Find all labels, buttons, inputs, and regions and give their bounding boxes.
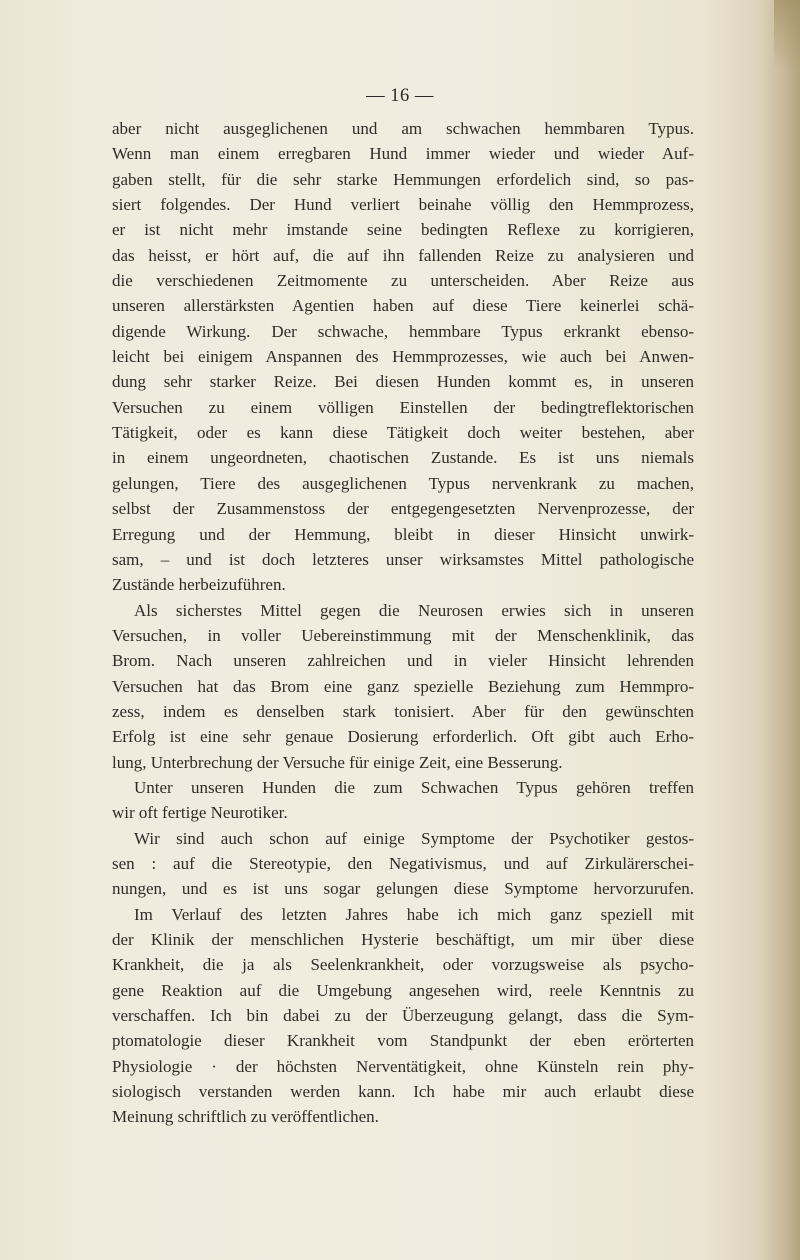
text-line: das heisst, er hört auf, die auf ihn fallenden Reize zu analysieren und [112,245,694,265]
text-line: sen : auf die Stereotypie, den Negativismus, und auf Zirkulärerschei- [112,853,694,873]
text-line: Tätigkeit, oder es kann diese Tätigkeit doch weiter bestehen, aber [112,423,694,443]
text-line: unseren allerstärksten Agentien haben auf diese Tiere keinerlei schä- [112,296,694,316]
text-line: Im Verlauf des letzten Jahres habe ich mich ganz speziell mit [134,904,694,924]
page-number [0,86,800,107]
text-line: siert folgendes. Der Hund verliert beinahe völlig den Hemmprozess, [112,195,694,215]
page-corner-stain [774,0,800,70]
text-line: Erfolg ist eine sehr genaue Dosierung erforderlich. Oft gibt auch Erho- [112,727,694,747]
text-line: Wir sind auch schon auf einige Symptome der Psychotiker gestos- [134,828,694,848]
text-line: Versuchen zu einem völligen Einstellen der bedingtreflektorischen [112,397,694,417]
text-line: die verschiedenen Zeitmomente zu unterscheiden. Aber Reize aus [112,271,694,291]
text-line: selbst der Zusammenstoss der entgegengesetzten Nervenprozesse, der [112,499,694,519]
text-line: Versuchen, in voller Uebereinstimmung mit der Menschenklinik, das [112,625,694,645]
text-line: Wenn man einem erregbaren Hund immer wieder und wieder Auf- [112,144,694,164]
text-line: siologisch verstanden werden kann. Ich habe mir auch erlaubt diese [112,1082,694,1102]
text-line: dung sehr starker Reize. Bei diesen Hunden kommt es, in unseren [112,372,694,392]
text-line: gene Reaktion auf die Umgebung angesehen wird, reele Kenntnis zu [112,980,694,1000]
text-line: ptomatologie dieser Krankheit vom Standpunkt der eben erörterten [112,1031,694,1051]
text-line: Meinung schriftlich zu veröffentlichen. [112,1107,379,1127]
text-line: Erregung und der Hemmung, bleibt in dieser Hinsicht unwirk- [112,524,694,544]
text-line: in einem ungeordneten, chaotischen Zustande. Es ist uns niemals [112,448,694,468]
body-text [112,116,694,1130]
text-line: sam, – und ist doch letzteres unser wirksamstes Mittel pathologische [112,549,694,569]
text-line: gelungen, Tiere des ausgeglichenen Typus nervenkrank zu machen, [112,473,694,493]
text-line: nungen, und es ist uns sogar gelungen diese Symptome hervorzurufen. [112,879,694,899]
text-line: der Klinik der menschlichen Hysterie beschäftigt, um mir über diese [112,930,694,949]
text-line: Unter unseren Hunden die zum Schwachen Typus gehören treffen [134,777,694,797]
page-edge-shadow [760,0,800,1260]
text-line: gaben stellt, für die sehr starke Hemmungen erfordelich sind, so pas- [112,169,694,189]
text-line: Als sicherstes Mittel gegen die Neurosen erwies sich in unseren [134,600,694,620]
text-line: Krankheit, die ja als Seelenkrankheit, oder vorzugsweise als psycho- [112,955,694,975]
page-number-text: — 16 — [366,86,434,106]
text-line: Physiologie · der höchsten Nerventätigkeit, ohne Künsteln rein phy- [112,1056,694,1076]
text-line: leicht bei einigem Anspannen des Hemmprozesses, wie auch bei Anwen- [112,347,694,367]
text-line: Zustände herbeizuführen. [112,575,286,595]
text-line: verschaffen. Ich bin dabei zu der Überzeugung gelangt, dass die Sym- [112,1006,694,1026]
text-line: Brom. Nach unseren zahlreichen und in vieler Hinsicht lehrenden [112,651,694,671]
text-line: lung, Unterbrechung der Versuche für einige Zeit, eine Besserung. [112,752,563,772]
text-line: er ist nicht mehr imstande seine bedingten Reflexe zu korrigieren, [112,220,694,240]
text-line: wir oft fertige Neurotiker. [112,803,288,823]
text-line: Versuchen hat das Brom eine ganz spezielle Beziehung zum Hemmpro- [112,676,694,696]
text-line: aber nicht ausgeglichenen und am schwachen hemmbaren Typus. [112,119,694,138]
text-line: digende Wirkung. Der schwache, hemmbare Typus erkrankt ebenso- [112,321,694,341]
text-line: zess, indem es denselben stark tonisiert. Aber für den gewünschten [112,701,694,721]
